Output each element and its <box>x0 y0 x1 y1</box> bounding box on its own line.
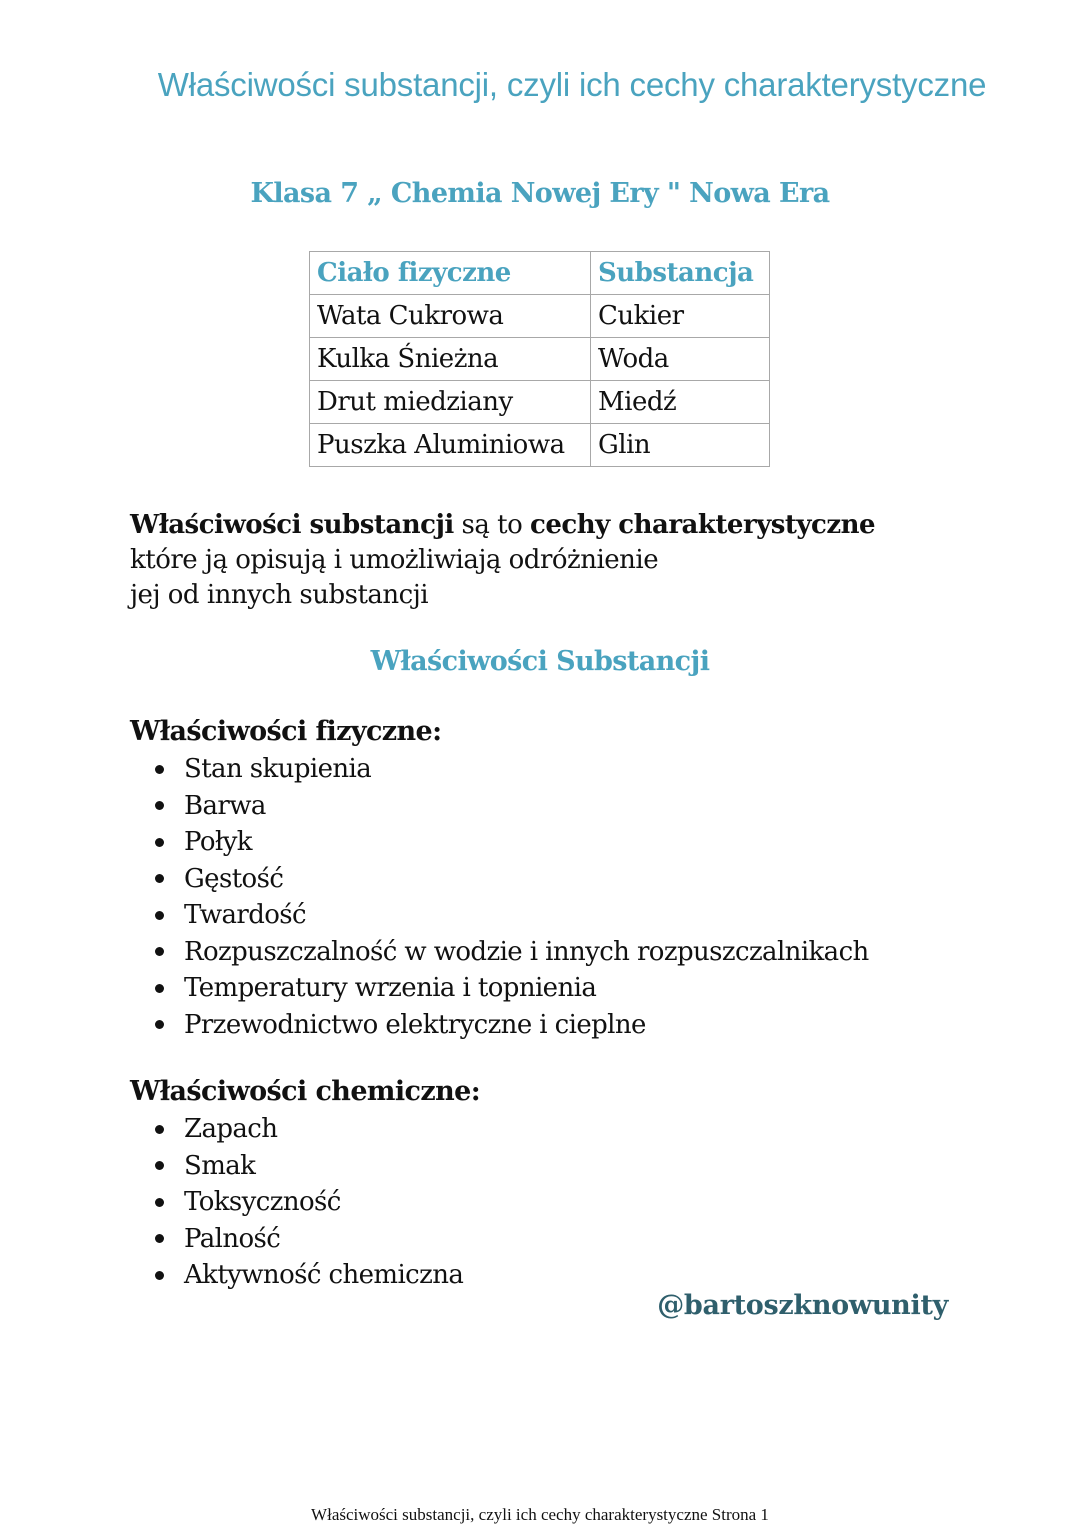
table-cell-substance: Woda <box>591 338 770 381</box>
list-item <box>150 1184 463 1221</box>
bullet-icon <box>155 1198 164 1207</box>
list-item <box>150 970 869 1007</box>
list-item <box>150 1257 463 1294</box>
bullet-icon <box>155 874 164 883</box>
document-title: Właściwości substancji, czyli ich cechy charakterystyczne <box>157 66 987 103</box>
list-item <box>150 751 869 788</box>
table-cell-body: Kulka Śnieżna <box>310 338 591 381</box>
table-header-body: Ciało fizyczne <box>310 252 591 295</box>
section-heading: Właściwości Substancji <box>370 646 710 677</box>
definition-line-2: które ją opisują i umożliwiają odróżnienie <box>130 545 659 575</box>
list-item-text: Smak <box>184 1150 256 1181</box>
table-row <box>310 295 770 338</box>
table-cell-substance: Cukier <box>591 295 770 338</box>
bullet-icon <box>155 838 164 847</box>
list-item-text: Temperatury wrzenia i topnienia <box>184 973 597 1003</box>
table-header-row <box>310 252 770 295</box>
list-item-text: Połyk <box>184 827 252 857</box>
list-item-text: Palność <box>184 1223 281 1254</box>
table-cell-substance: Glin <box>591 424 770 467</box>
bullet-icon <box>155 1020 164 1029</box>
table-cell-body: Drut miedziany <box>310 381 591 424</box>
list-item <box>150 934 869 971</box>
table-cell-body: Puszka Aluminiowa <box>310 424 591 467</box>
list-item-text: Aktywność chemiczna <box>184 1260 464 1290</box>
list-item-text: Rozpuszczalność w wodzie i innych rozpuszczalnikach <box>184 936 869 967</box>
bullet-icon <box>155 984 164 993</box>
list-item <box>150 861 869 898</box>
bullet-icon <box>155 1234 164 1243</box>
list-item <box>150 897 869 934</box>
list-item <box>150 1148 463 1185</box>
list-item-text: Twardość <box>184 900 307 930</box>
table-row <box>310 381 770 424</box>
table-row <box>310 338 770 381</box>
bullet-icon <box>155 1161 164 1170</box>
list-item-text: Zapach <box>184 1114 278 1144</box>
bullet-icon <box>155 801 164 810</box>
definition-term: Właściwości substancji <box>130 510 454 540</box>
document-subtitle: Klasa 7 „ Chemia Nowej Ery " Nowa Era <box>250 178 830 209</box>
definition-paragraph <box>130 508 1030 613</box>
page-footer: Właściwości substancji, czyli ich cechy charakterystyczne Strona 1 <box>311 1505 769 1524</box>
table-row <box>310 424 770 467</box>
bullet-icon <box>155 1271 164 1280</box>
list-item <box>150 1221 463 1258</box>
table-cell-substance: Miedź <box>591 381 770 424</box>
bullet-icon <box>155 765 164 774</box>
table-cell-body: Wata Cukrowa <box>310 295 591 338</box>
list-item <box>150 1111 463 1148</box>
list-item-text: Przewodnictwo elektryczne i cieplne <box>184 1009 646 1040</box>
author-handle: @bartoszknowunity <box>657 1290 948 1321</box>
definition-term-2: cechy charakterystyczne <box>530 510 876 540</box>
list-item-text: Stan skupienia <box>184 754 372 784</box>
list-item <box>150 1007 869 1044</box>
bullet-icon <box>155 1125 164 1134</box>
bullet-icon <box>155 947 164 956</box>
definition-connector: są to <box>453 510 530 540</box>
definition-line-3: jej od innych substancji <box>130 580 429 610</box>
list-item-text: Barwa <box>184 790 266 821</box>
list-item-text: Gęstość <box>184 863 284 894</box>
body-substance-table <box>309 251 770 467</box>
physical-properties-title: Właściwości fizyczne: <box>130 716 442 747</box>
list-item-text: Toksyczność <box>184 1187 341 1217</box>
physical-properties-list <box>150 751 869 1043</box>
list-item <box>150 824 869 861</box>
chemical-properties-title: Właściwości chemiczne: <box>130 1076 481 1107</box>
list-item <box>150 788 869 825</box>
chemical-properties-list <box>150 1111 463 1294</box>
bullet-icon <box>155 911 164 920</box>
table-header-substance: Substancja <box>591 252 770 295</box>
